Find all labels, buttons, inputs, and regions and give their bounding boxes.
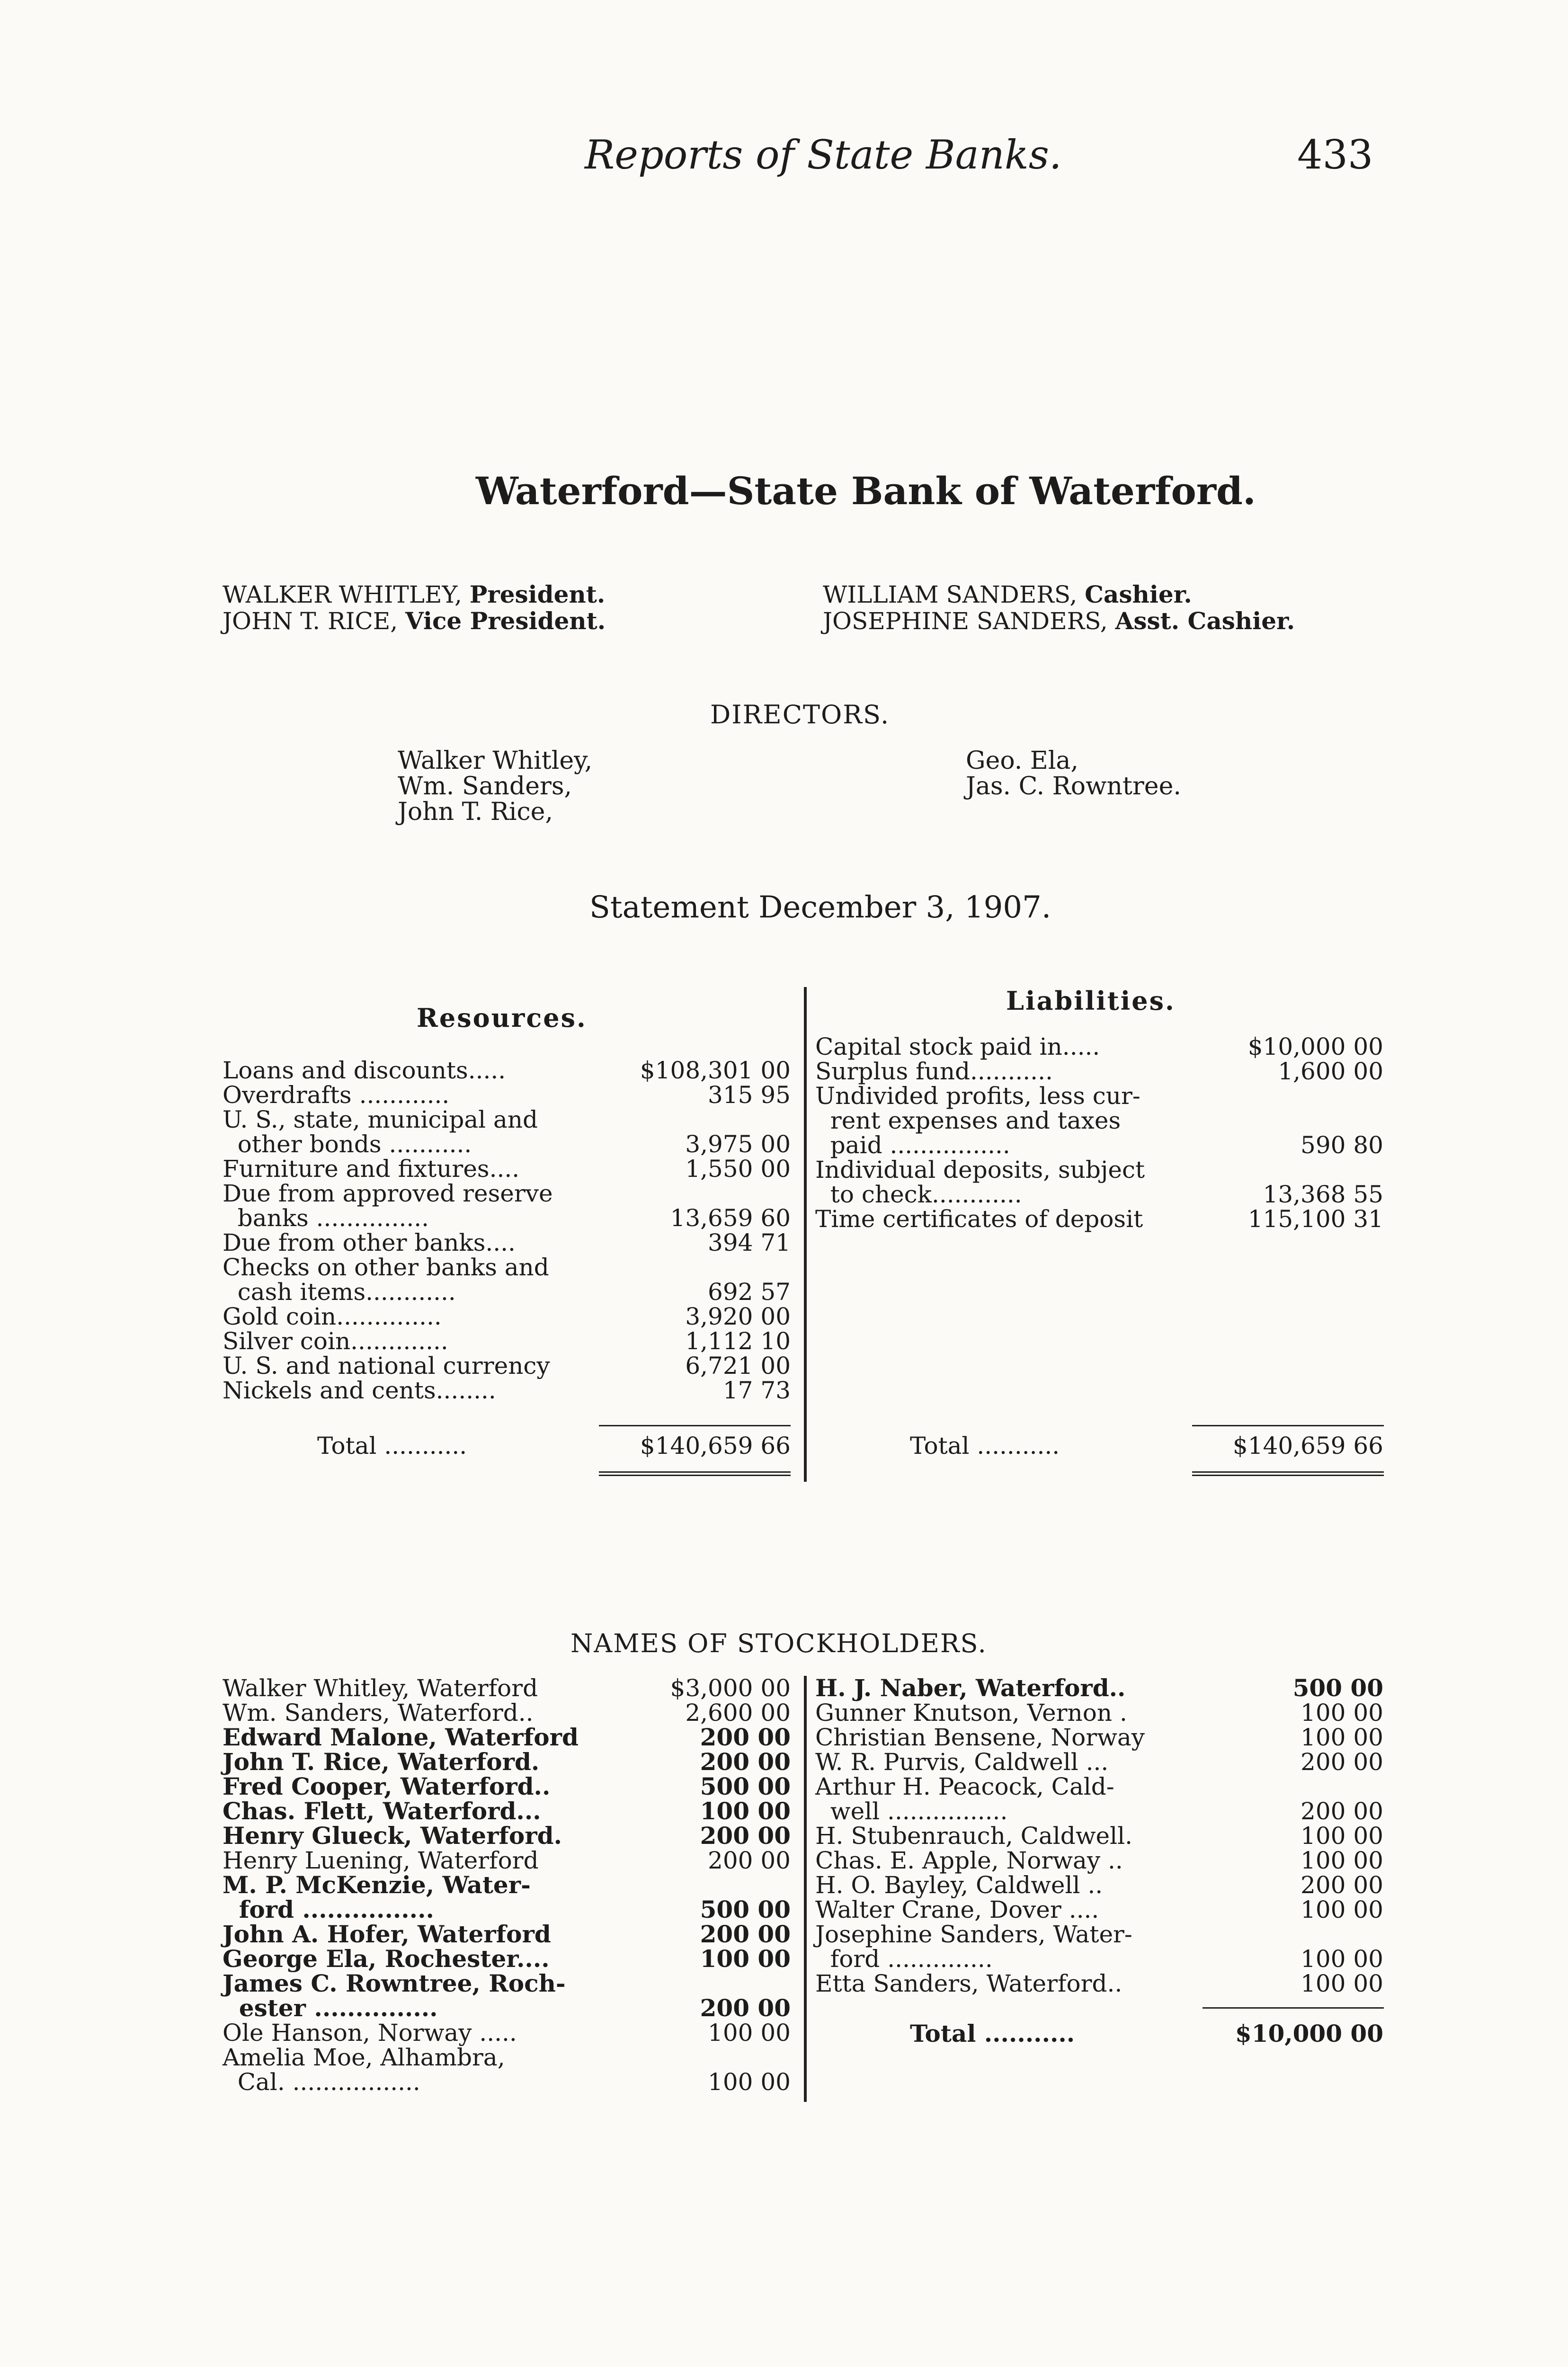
- stockholder-row: [815, 1774, 1383, 1799]
- stockholder-row: [223, 1922, 791, 1947]
- stockholder-row-amount: 100 00: [1301, 1724, 1383, 1751]
- stockholder-row-label: Cal. .................: [223, 2068, 420, 2096]
- resource-row-amount: 692 57: [708, 1278, 791, 1306]
- resource-row-label: Nickels and cents........: [223, 1377, 496, 1404]
- page-number: 433: [1297, 132, 1373, 178]
- stockholder-row: [223, 1996, 791, 2020]
- stockholder-row: [223, 2045, 791, 2070]
- stockholder-row-label: M. P. McKenzie, Water-: [223, 1871, 531, 1899]
- officer-president: [223, 581, 606, 608]
- resource-row-label: Furniture and fixtures....: [223, 1155, 520, 1183]
- officer-name: JOHN T. RICE,: [223, 607, 398, 635]
- stockholder-row-label: Christian Bensene, Norway: [815, 1724, 1145, 1751]
- stockholder-row-label: Amelia Moe, Alhambra,: [223, 2044, 505, 2071]
- resource-row-label: Silver coin.............: [223, 1327, 448, 1355]
- stockholder-row-label: H. J. Naber, Waterford..: [815, 1674, 1126, 1702]
- stockholder-row-label: Wm. Sanders, Waterford..: [223, 1699, 534, 1726]
- stockholder-row: [223, 1873, 791, 1897]
- stockholder-row: [223, 1824, 791, 1848]
- resource-row-label: U. S. and national currency: [223, 1352, 550, 1379]
- officer-role: Asst. Cashier.: [1115, 607, 1295, 635]
- resource-row: [223, 1083, 791, 1107]
- resource-row: [223, 1157, 791, 1181]
- stockholder-row: [815, 1873, 1383, 1897]
- stockholder-row-amount: 100 00: [1301, 1822, 1383, 1850]
- stockholder-row-amount: 100 00: [700, 1945, 791, 1973]
- stockholder-row: [815, 1676, 1383, 1700]
- stockholder-row-label: Walker Whitley, Waterford: [223, 1674, 538, 1702]
- officer-role: Cashier.: [1085, 580, 1192, 608]
- director-name: Jas. C. Rowntree.: [966, 772, 1181, 801]
- resource-row: [223, 1280, 791, 1304]
- resource-row: [223, 1206, 791, 1230]
- stockholders-total-amount: $10,000 00: [1235, 2020, 1383, 2047]
- resource-row-label: Due from approved reserve: [223, 1180, 553, 1207]
- resource-row-amount: 1,112 10: [685, 1327, 791, 1355]
- stockholder-row: [223, 1700, 791, 1725]
- officer-role: President.: [469, 580, 606, 608]
- liability-row: [815, 1207, 1383, 1231]
- liability-row-label: Surplus fund...........: [815, 1058, 1053, 1085]
- resource-row: [223, 1255, 791, 1280]
- stockholder-row-label: ester ...............: [223, 1994, 438, 2022]
- stockholder-row-amount: 200 00: [700, 1994, 791, 2022]
- stockholder-row-label: well ................: [815, 1797, 1008, 1825]
- officers-left: [223, 581, 606, 634]
- stockholder-row-label: Gunner Knutson, Vernon .: [815, 1699, 1127, 1726]
- stockholder-row: [815, 1700, 1383, 1725]
- stockholder-row: [223, 1676, 791, 1700]
- director-name: Wm. Sanders,: [398, 772, 572, 801]
- stockholder-row-label: Arthur H. Peacock, Cald-: [815, 1773, 1114, 1800]
- stockholder-row-amount: 100 00: [1301, 1896, 1383, 1923]
- resource-row-label: Checks on other banks and: [223, 1254, 549, 1281]
- statement-date: Statement December 3, 1907.: [589, 890, 1051, 925]
- resource-row-amount: $108,301 00: [640, 1057, 791, 1084]
- resource-row-label: Overdrafts ............: [223, 1081, 450, 1109]
- stockholder-row-amount: 100 00: [708, 2068, 791, 2096]
- stockholder-row: [815, 1799, 1383, 1824]
- liability-row-amount: 590 80: [1301, 1131, 1383, 1159]
- resource-row-label: other bonds ...........: [223, 1130, 472, 1158]
- officer-role: Vice President.: [405, 607, 606, 635]
- stockholder-row: [223, 1725, 791, 1750]
- liabilities-total-label: Total ...........: [910, 1432, 1060, 1459]
- liability-row-label: Undivided profits, less cur-: [815, 1082, 1140, 1110]
- stockholder-row-label: ford ..............: [815, 1945, 993, 1973]
- stockholder-row-amount: 2,600 00: [685, 1699, 791, 1726]
- stockholder-row-amount: 100 00: [1301, 1945, 1383, 1973]
- stockholder-row: [815, 1848, 1383, 1873]
- stockholders-heading: NAMES OF STOCKHOLDERS.: [570, 1628, 987, 1658]
- stockholder-row: [223, 1848, 791, 1873]
- liabilities-total-amount: $140,659 66: [1232, 1432, 1383, 1459]
- resource-row-amount: 17 73: [722, 1377, 791, 1404]
- liability-row: [815, 1108, 1383, 1133]
- stockholder-row-amount: 500 00: [700, 1772, 791, 1800]
- directors-right: [966, 748, 1181, 799]
- resources-table: [223, 1058, 791, 1484]
- stockholder-row-label: Josephine Sanders, Water-: [815, 1921, 1132, 1948]
- stockholder-row-amount: 200 00: [1301, 1748, 1383, 1776]
- stockholders-total-row: [815, 2021, 1383, 2046]
- stockholder-row: [815, 1971, 1383, 1996]
- stockholder-row-label: Walter Crane, Dover ....: [815, 1896, 1099, 1923]
- stockholder-row-label: Henry Glueck, Waterford.: [223, 1822, 562, 1850]
- stockholder-row: [815, 1922, 1383, 1947]
- resource-row: [223, 1353, 791, 1378]
- stockholder-row-label: George Ela, Rochester....: [223, 1945, 550, 1973]
- liability-row: [815, 1157, 1383, 1182]
- stockholder-row-amount: 200 00: [700, 1748, 791, 1776]
- stockholder-row: [223, 1947, 791, 1971]
- stockholder-row-amount: 200 00: [1301, 1871, 1383, 1899]
- resources-double-rule: [599, 1471, 791, 1476]
- stockholders-column-divider: [804, 1676, 807, 2102]
- stockholder-row: [815, 1725, 1383, 1750]
- resource-row-amount: 1,550 00: [685, 1155, 791, 1183]
- stockholder-row-amount: 100 00: [700, 1797, 791, 1825]
- officer-name: JOSEPHINE SANDERS,: [823, 607, 1108, 635]
- liability-row-label: to check............: [815, 1181, 1022, 1208]
- liabilities-table: [815, 1034, 1383, 1479]
- stockholder-row-label: H. O. Bayley, Caldwell ..: [815, 1871, 1103, 1899]
- resource-row-amount: 3,920 00: [685, 1303, 791, 1330]
- stockholder-row-amount: 200 00: [700, 1822, 791, 1850]
- stockholder-row-amount: 200 00: [700, 1723, 791, 1751]
- stockholder-row-amount: 200 00: [708, 1847, 791, 1874]
- stockholder-row: [223, 1774, 791, 1799]
- resource-row: [223, 1378, 791, 1403]
- resource-row-label: Due from other banks....: [223, 1229, 516, 1256]
- resources-heading: Resources.: [417, 1003, 587, 1033]
- resource-row-amount: 13,659 60: [670, 1204, 791, 1232]
- resource-row-amount: 394 71: [708, 1229, 791, 1256]
- stockholder-row-label: James C. Rowntree, Roch-: [223, 1969, 566, 1997]
- resource-row-label: cash items............: [223, 1278, 456, 1306]
- stockholder-row-label: Etta Sanders, Waterford..: [815, 1970, 1123, 1997]
- stockholder-row-label: Fred Cooper, Waterford..: [223, 1772, 551, 1800]
- officer-name: WALKER WHITLEY,: [223, 581, 462, 608]
- stockholder-row: [223, 1750, 791, 1774]
- stockholder-row-label: Chas. Flett, Waterford...: [223, 1797, 541, 1825]
- stockholder-row-amount: $3,000 00: [670, 1674, 791, 1702]
- stockholder-row-label: John T. Rice, Waterford.: [223, 1748, 540, 1776]
- stockholder-row-amount: 100 00: [1301, 1699, 1383, 1726]
- liability-row: [815, 1059, 1383, 1084]
- stockholder-row: [223, 1799, 791, 1824]
- resource-row: [223, 1132, 791, 1157]
- resource-row-amount: 315 95: [708, 1081, 791, 1109]
- stockholder-row-amount: 200 00: [1301, 1797, 1383, 1825]
- stockholder-row: [815, 1897, 1383, 1922]
- director-name: Walker Whitley,: [398, 747, 593, 775]
- liability-row: [815, 1182, 1383, 1207]
- liability-row-label: Time certificates of deposit: [815, 1205, 1143, 1233]
- directors-left: [398, 748, 592, 825]
- liability-row-amount: 115,100 31: [1247, 1205, 1383, 1233]
- stockholder-row-amount: 200 00: [700, 1920, 791, 1948]
- officer-asst-cashier: [823, 608, 1295, 634]
- resource-row-amount: 3,975 00: [685, 1130, 791, 1158]
- stockholder-row-label: ford ................: [223, 1895, 434, 1923]
- bank-title: Waterford—State Bank of Waterford.: [476, 469, 1256, 513]
- stockholder-row: [223, 1897, 791, 1922]
- stockholder-row-label: H. Stubenrauch, Caldwell.: [815, 1822, 1132, 1850]
- liability-row-label: Individual deposits, subject: [815, 1156, 1145, 1184]
- stockholder-row-amount: 100 00: [1301, 1970, 1383, 1997]
- resource-row-label: Gold coin..............: [223, 1303, 442, 1330]
- stockholder-row-label: W. R. Purvis, Caldwell ...: [815, 1748, 1109, 1776]
- officer-name: WILLIAM SANDERS,: [823, 581, 1078, 608]
- stockholders-total-label: Total ...........: [910, 2020, 1075, 2047]
- stockholder-row: [223, 1971, 791, 1996]
- resources-total-rule: [599, 1425, 791, 1426]
- resource-row: [223, 1329, 791, 1353]
- liability-row-label: rent expenses and taxes: [815, 1107, 1121, 1134]
- officer-vice-president: [223, 608, 606, 634]
- resource-row: [223, 1230, 791, 1255]
- resource-row: [223, 1304, 791, 1329]
- stockholder-row-label: Chas. E. Apple, Norway ..: [815, 1847, 1123, 1874]
- stockholders-total-rule: [1203, 2007, 1384, 2009]
- ledger-column-divider: [804, 987, 807, 1482]
- stockholder-row: [815, 1947, 1383, 1971]
- stockholder-row: [815, 1824, 1383, 1848]
- liability-row: [815, 1034, 1383, 1059]
- officers-right: [823, 581, 1295, 634]
- stockholder-row-amount: 500 00: [1292, 1674, 1383, 1702]
- stockholder-row: [815, 1750, 1383, 1774]
- liability-row-amount: 13,368 55: [1263, 1181, 1383, 1208]
- stockholder-row-amount: 500 00: [700, 1895, 791, 1923]
- stockholder-row: [223, 2070, 791, 2094]
- stockholder-row-amount: 100 00: [708, 2019, 791, 2047]
- director-name: Geo. Ela,: [966, 747, 1078, 775]
- stockholder-row-label: John A. Hofer, Waterford: [223, 1920, 551, 1948]
- resource-row-amount: 6,721 00: [685, 1352, 791, 1379]
- liability-row-amount: 1,600 00: [1278, 1058, 1383, 1085]
- resources-total-amount: $140,659 66: [640, 1432, 791, 1459]
- stockholder-row-label: Edward Malone, Waterford: [223, 1723, 579, 1751]
- resources-total-label: Total ...........: [317, 1432, 467, 1459]
- director-name: John T. Rice,: [398, 798, 553, 826]
- resource-row-label: U. S., state, municipal and: [223, 1106, 538, 1133]
- liabilities-heading: Liabilities.: [1006, 986, 1176, 1016]
- stockholder-row-label: Henry Luening, Waterford: [223, 1847, 539, 1874]
- resource-row-label: banks ...............: [223, 1204, 429, 1232]
- stockholders-left-list: [223, 1676, 791, 2102]
- liability-row: [815, 1133, 1383, 1157]
- stockholder-row-label: Ole Hanson, Norway .....: [223, 2019, 517, 2047]
- liability-row-label: Capital stock paid in.....: [815, 1033, 1100, 1060]
- resources-total-row: [223, 1433, 791, 1458]
- resource-row-label: Loans and discounts.....: [223, 1057, 506, 1084]
- liability-row-amount: $10,000 00: [1247, 1033, 1383, 1060]
- stockholder-row-amount: 100 00: [1301, 1847, 1383, 1874]
- stockholder-row: [223, 2020, 791, 2045]
- liabilities-total-row: [815, 1433, 1383, 1458]
- stockholders-right-list: [815, 1676, 1383, 2017]
- liability-row: [815, 1084, 1383, 1108]
- resource-row: [223, 1107, 791, 1132]
- resource-row: [223, 1058, 791, 1083]
- liabilities-double-rule: [1192, 1471, 1384, 1476]
- liability-row-label: paid ................: [815, 1131, 1010, 1159]
- liabilities-total-rule: [1192, 1425, 1384, 1426]
- running-title: Reports of State Banks.: [585, 132, 1062, 178]
- directors-heading: DIRECTORS.: [710, 700, 890, 730]
- officer-cashier: [823, 581, 1295, 608]
- resource-row: [223, 1181, 791, 1206]
